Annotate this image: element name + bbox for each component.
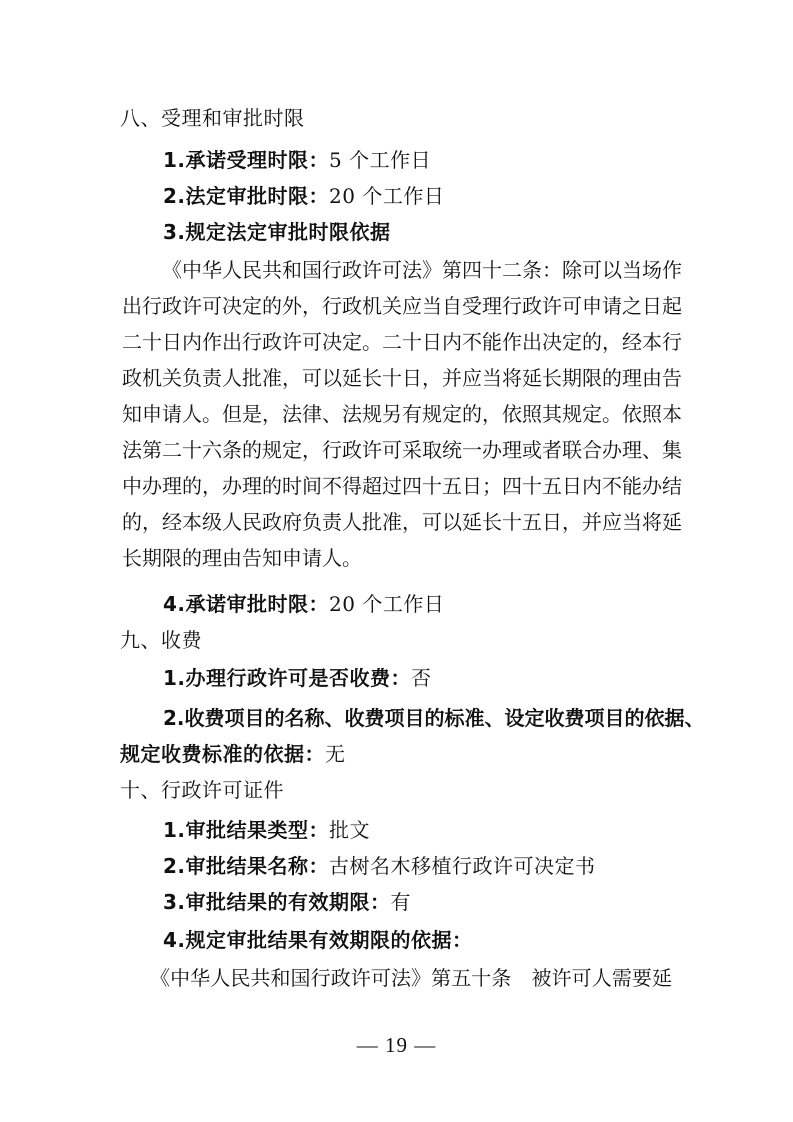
item-9-1-value: 否 <box>411 666 432 690</box>
item-9-2-label-line1: 2.收费项目的名称、收费项目的标准、设定收费项目的依据、 <box>163 706 705 730</box>
item-10-2-label: 2.审批结果名称： <box>163 854 330 878</box>
item-9-2-line2 <box>120 742 346 766</box>
basis-line: 知申请人。但是，法律、法规另有规定的，依照其规定。依照本 <box>122 402 682 426</box>
item-9-1 <box>163 666 432 690</box>
item-10-1 <box>163 818 370 842</box>
item-8-2-value: 20 个工作日 <box>329 184 445 208</box>
item-8-1 <box>163 148 431 172</box>
basis-line: 《中华人民共和国行政许可法》第四十二条：除可以当场作 <box>162 258 682 282</box>
item-10-1-label: 1.审批结果类型： <box>163 818 330 842</box>
section-heading-8: 八、受理和审批时限 <box>120 106 305 130</box>
page-number: — 19 — <box>356 1033 437 1057</box>
section-heading-10: 十、行政许可证件 <box>120 778 284 802</box>
item-8-1-value: 5 个工作日 <box>329 148 432 172</box>
item-10-3-value: 有 <box>390 890 412 914</box>
basis-line: 《中华人民共和国行政许可法》第五十条 被许可人需要延 <box>150 966 672 990</box>
basis-line: 长期限的理由告知申请人。 <box>122 546 362 570</box>
item-9-2-label-line2: 规定收费标准的依据： <box>120 742 325 766</box>
basis-line: 法第二十六条的规定，行政许可采取统一办理或者联合办理、集 <box>122 438 682 462</box>
item-8-2-label: 2.法定审批时限： <box>163 184 330 208</box>
item-10-2-value: 古树名木移植行政许可决定书 <box>329 854 596 878</box>
item-8-4-value: 20 个工作日 <box>329 592 445 616</box>
basis-line: 的，经本级人民政府负责人批准，可以延长十五日，并应当将延 <box>122 510 682 534</box>
item-9-1-label: 1.办理行政许可是否收费： <box>163 666 412 690</box>
item-9-2-value: 无 <box>325 742 346 766</box>
item-10-4-label: 4.规定审批结果有效期限的依据： <box>163 928 473 952</box>
item-8-1-label: 1.承诺受理时限： <box>163 148 330 172</box>
item-8-4-label: 4.承诺审批时限： <box>163 592 330 616</box>
basis-line: 出行政许可决定的外，行政机关应当自受理行政许可申请之日起 <box>122 294 682 318</box>
section-heading-9: 九、收费 <box>120 628 202 652</box>
basis-line: 二十日内作出行政许可决定。二十日内不能作出决定的，经本行 <box>122 330 682 354</box>
item-10-3-label: 3.审批结果的有效期限： <box>163 890 391 914</box>
basis-line: 政机关负责人批准，可以延长十日，并应当将延长期限的理由告 <box>122 366 682 390</box>
item-8-4 <box>163 592 444 616</box>
item-10-2 <box>163 854 596 878</box>
item-8-2 <box>163 184 444 208</box>
item-10-1-value: 批文 <box>329 818 371 842</box>
item-10-3 <box>163 890 411 914</box>
basis-line: 中办理的，办理的时间不得超过四十五日；四十五日内不能办结 <box>122 474 682 498</box>
item-8-3-label: 3.规定法定审批时限依据 <box>163 220 391 244</box>
